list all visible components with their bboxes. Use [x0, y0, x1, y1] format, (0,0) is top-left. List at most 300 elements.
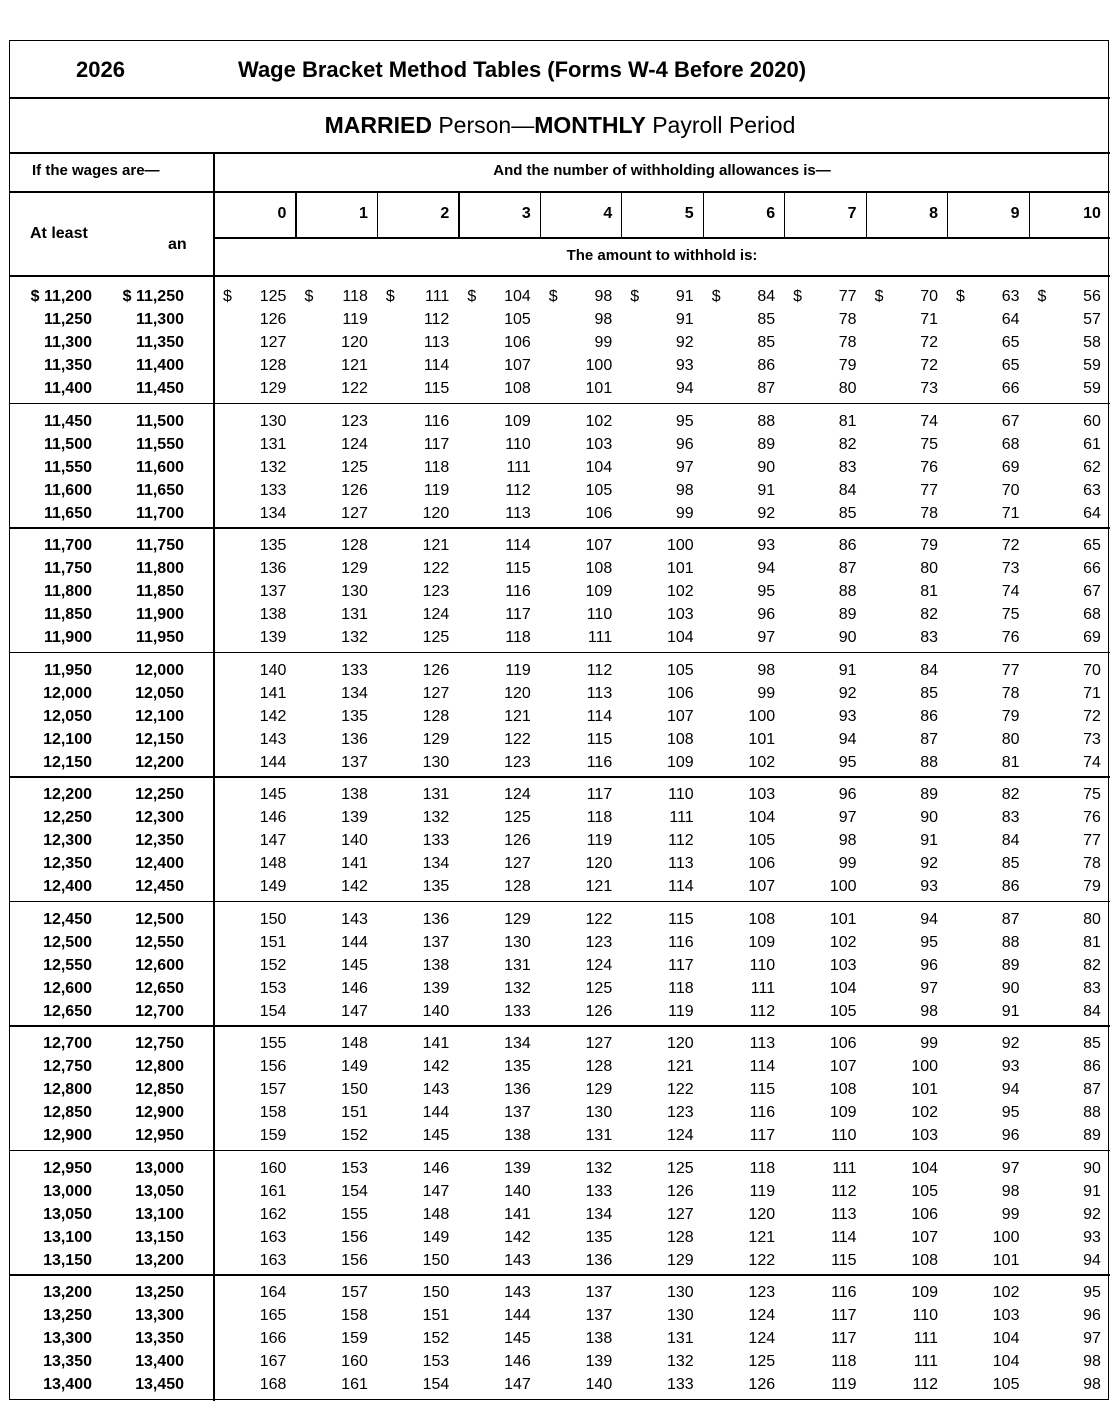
withholding-amount: 160	[341, 1353, 368, 1370]
withholding-amount: 106	[585, 504, 613, 522]
withholding-amount: 106	[911, 1205, 939, 1223]
withholding-amount: 88	[838, 583, 857, 600]
withholding-amount: 92	[1083, 1205, 1101, 1223]
wage-but-less-than: 11,700	[135, 504, 184, 522]
wage-but-less-than: 12,800	[135, 1058, 184, 1075]
withholding-amount: 91	[1001, 1002, 1020, 1020]
withholding-amount: 105	[829, 1002, 857, 1020]
withholding-amount: 122	[666, 1081, 694, 1098]
withholding-amount: 71	[1083, 684, 1101, 702]
wage-at-least: 11,550	[43, 458, 92, 476]
withholding-amount: 104	[504, 288, 531, 305]
group-divider	[10, 901, 1110, 903]
wage-but-less-than: 12,150	[135, 730, 184, 748]
withholding-amount: 145	[259, 786, 287, 803]
withholding-amount: 74	[920, 412, 939, 430]
withholding-amount: 127	[422, 684, 450, 702]
withholding-amount: 127	[585, 1035, 613, 1052]
withholding-amount: 146	[341, 979, 368, 997]
withholding-amount: 103	[911, 1127, 939, 1144]
withholding-amount: 87	[838, 560, 857, 577]
withholding-amount: 113	[423, 334, 450, 351]
withholding-amount: 101	[666, 560, 694, 577]
wage-at-least: 12,700	[43, 1035, 92, 1052]
withholding-amount: 96	[757, 606, 776, 623]
withholding-amount: 101	[992, 1251, 1020, 1269]
withholding-amount: 79	[920, 537, 939, 554]
withholding-amount: 117	[423, 435, 450, 453]
wage-but-less-than: 12,700	[135, 1002, 184, 1020]
wage-but-less-than: $ 11,250	[122, 288, 184, 305]
withholding-amount: 148	[259, 855, 287, 872]
withholding-amount: 148	[422, 1205, 450, 1223]
wage-at-least: 11,250	[43, 311, 92, 328]
withholding-amount: 90	[1001, 979, 1020, 997]
withholding-amount: 111	[913, 1330, 939, 1347]
withholding-amount: 130	[666, 1284, 694, 1301]
withholding-amount: 105	[992, 1376, 1020, 1393]
withholding-amount: 91	[920, 832, 939, 849]
wage-at-least: 13,200	[43, 1284, 92, 1301]
withholding-amount: 92	[1001, 1035, 1020, 1052]
wage-but-less-than: 11,350	[135, 334, 184, 351]
wage-but-less-than: 12,600	[135, 956, 184, 974]
withholding-amount: 129	[422, 730, 450, 748]
withholding-amount: 150	[259, 910, 287, 928]
withholding-amount: 111	[832, 1159, 857, 1177]
withholding-amount: 72	[920, 357, 939, 374]
withholding-amount: 117	[831, 1307, 857, 1324]
withholding-amount: 120	[504, 684, 531, 702]
withholding-amount: 66	[1083, 560, 1101, 577]
withholding-amount: 113	[586, 684, 613, 702]
withholding-amount: 130	[422, 753, 450, 771]
withholding-amount: 73	[1083, 730, 1101, 748]
withholding-amount: 109	[585, 583, 613, 600]
withholding-amount: 70	[1083, 661, 1101, 679]
withholding-amount: 130	[341, 583, 368, 600]
withholding-amount: 93	[838, 707, 857, 725]
wage-at-least: 12,500	[43, 933, 92, 951]
withholding-amount: 95	[675, 412, 694, 430]
withholding-amount: 78	[920, 504, 939, 522]
column-divider	[621, 191, 622, 238]
at-least-label: At least	[30, 225, 88, 242]
withholding-amount: 76	[1083, 809, 1101, 826]
withholding-amount: 116	[423, 412, 450, 430]
withholding-amount: 138	[585, 1330, 613, 1347]
withholding-amount: 85	[757, 334, 776, 351]
withholding-amount: 130	[259, 412, 287, 430]
withholding-amount: 68	[1083, 606, 1101, 623]
subtitle-part: MARRIED	[324, 112, 432, 138]
withholding-amount: 80	[920, 560, 939, 577]
withholding-amount: 124	[504, 786, 531, 803]
withholding-amount: 85	[920, 684, 939, 702]
withholding-amount: 86	[1001, 878, 1020, 895]
withholding-amount: 91	[1083, 1182, 1101, 1200]
wage-at-least: 11,300	[43, 334, 92, 351]
withholding-amount: 120	[422, 504, 450, 522]
wage-but-less-than: 12,750	[135, 1035, 184, 1052]
withholding-amount: 76	[1001, 629, 1020, 646]
wage-but-less-than: 13,250	[135, 1284, 184, 1301]
withholding-amount: 107	[748, 878, 776, 895]
withholding-amount: 102	[748, 753, 776, 771]
wage-at-least: 12,400	[43, 878, 92, 895]
withholding-amount: 110	[831, 1127, 857, 1144]
wage-but-less-than: 13,300	[135, 1307, 184, 1324]
withholding-amount: 106	[666, 684, 694, 702]
withholding-amount: 67	[1001, 412, 1020, 430]
withholding-amount: 109	[829, 1104, 857, 1121]
wage-at-least: $ 11,200	[30, 288, 92, 305]
withholding-amount: 146	[259, 809, 287, 826]
wage-at-least: 11,900	[43, 629, 92, 646]
withholding-amount: 108	[585, 560, 613, 577]
wage-but-less-than: 11,300	[135, 311, 184, 328]
withholding-amount: 63	[1001, 288, 1020, 305]
withholding-amount: 119	[749, 1182, 776, 1200]
wage-at-least: 11,850	[43, 606, 92, 623]
withholding-amount: 101	[911, 1081, 939, 1098]
withholding-amount: 158	[259, 1104, 287, 1121]
divider	[10, 275, 1110, 277]
wage-at-least: 11,750	[43, 560, 92, 577]
withholding-amount: 125	[585, 979, 613, 997]
withholding-amount: 132	[422, 809, 450, 826]
wage-but-less-than: 13,200	[135, 1251, 184, 1269]
withholding-amount: 95	[838, 753, 857, 771]
subtitle-part: Person—	[431, 112, 535, 138]
withholding-amount: 114	[423, 357, 450, 374]
withholding-amount: 127	[666, 1205, 694, 1223]
group-divider	[10, 776, 1110, 778]
withholding-amount: 78	[838, 334, 857, 351]
withholding-amount: 139	[585, 1353, 613, 1370]
wage-but-less-than: 12,550	[135, 933, 184, 951]
withholding-amount: 133	[585, 1182, 613, 1200]
wage-but-less-than: 11,750	[135, 537, 184, 554]
withholding-amount: 102	[829, 933, 857, 951]
withholding-amount: 118	[831, 1353, 857, 1370]
withholding-amount: 131	[666, 1330, 694, 1347]
divider	[10, 97, 1110, 99]
withholding-amount: 138	[259, 606, 287, 623]
wage-but-less-than: 12,950	[135, 1127, 184, 1144]
withholding-amount: 89	[1001, 956, 1020, 974]
withholding-amount: 96	[1001, 1127, 1020, 1144]
wage-at-least: 12,200	[43, 786, 92, 803]
wage-at-least: 12,300	[43, 832, 92, 849]
wage-at-least: 11,450	[43, 412, 92, 430]
withholding-amount: 116	[668, 933, 694, 951]
withholding-amount: 119	[831, 1376, 857, 1393]
withholding-amount: 98	[594, 288, 613, 305]
withholding-amount: 84	[838, 481, 857, 499]
withholding-amount: 85	[757, 311, 776, 328]
wage-at-least: 12,600	[43, 979, 92, 997]
withholding-amount: 139	[504, 1159, 531, 1177]
withholding-amount: 83	[1001, 809, 1020, 826]
withholding-amount: 139	[341, 809, 368, 826]
withholding-amount: 111	[506, 458, 531, 476]
column-divider	[295, 191, 296, 238]
withholding-amount: 72	[1083, 707, 1101, 725]
withholding-amount: 96	[675, 435, 694, 453]
wage-at-least: 13,100	[43, 1228, 92, 1246]
withholding-amount: 90	[1083, 1159, 1101, 1177]
withholding-amount: 134	[259, 504, 287, 522]
withholding-amount: 157	[259, 1081, 287, 1098]
wage-but-less-than: 12,050	[135, 684, 184, 702]
withholding-amount: 125	[422, 629, 450, 646]
withholding-amount: 116	[749, 1104, 776, 1121]
withholding-amount: 118	[586, 809, 613, 826]
withholding-amount: 112	[505, 481, 531, 499]
withholding-amount: 110	[668, 786, 694, 803]
withholding-amount: 129	[259, 380, 287, 397]
withholding-amount: 145	[422, 1127, 450, 1144]
withholding-amount: 110	[586, 606, 613, 623]
wage-at-least: 12,050	[43, 707, 92, 725]
withholding-amount: 64	[1083, 504, 1101, 522]
withholding-amount: 94	[1083, 1251, 1101, 1269]
wage-but-less-than: 13,450	[135, 1376, 184, 1393]
withholding-amount: 124	[585, 956, 613, 974]
wage-at-least: 12,350	[43, 855, 92, 872]
withholding-amount: 78	[1083, 855, 1101, 872]
wage-at-least: 12,150	[43, 753, 92, 771]
withholding-amount: 99	[594, 334, 613, 351]
withholding-amount: 87	[1083, 1081, 1101, 1098]
withholding-amount: 124	[666, 1127, 694, 1144]
withholding-amount: 118	[749, 1159, 776, 1177]
wage-but-less-than: 12,850	[135, 1081, 184, 1098]
wage-but-less-than: 11,850	[135, 583, 184, 600]
wage-at-least: 12,550	[43, 956, 92, 974]
withholding-amount: 123	[504, 753, 531, 771]
withholding-amount: 95	[757, 583, 776, 600]
wage-but-less-than: 12,450	[135, 878, 184, 895]
withholding-amount: 141	[504, 1205, 531, 1223]
withholding-amount: 125	[748, 1353, 776, 1370]
withholding-amount: 115	[749, 1081, 776, 1098]
withholding-amount: 149	[422, 1228, 450, 1246]
wage-at-least: 13,350	[43, 1353, 92, 1370]
withholding-amount: 156	[341, 1251, 368, 1269]
withholding-amount: 133	[666, 1376, 694, 1393]
withholding-amount: 56	[1083, 288, 1101, 305]
withholding-amount: 121	[422, 537, 450, 554]
withholding-amount: 142	[504, 1228, 531, 1246]
withholding-amount: 107	[666, 707, 694, 725]
group-divider	[10, 1150, 1110, 1152]
column-divider	[377, 191, 378, 238]
withholding-amount: 112	[831, 1182, 857, 1200]
withholding-amount: 134	[585, 1205, 613, 1223]
withholding-amount: 79	[838, 357, 857, 374]
wage-but-less-than: 12,300	[135, 809, 184, 826]
withholding-amount: 138	[422, 956, 450, 974]
withholding-amount: 108	[666, 730, 694, 748]
withholding-amount: 105	[585, 481, 613, 499]
withholding-amount: 137	[259, 583, 287, 600]
wage-but-less-than: 11,500	[135, 412, 184, 430]
withholding-amount: 128	[666, 1228, 694, 1246]
wage-but-less-than: 12,500	[135, 910, 184, 928]
withholding-amount: 135	[259, 537, 287, 554]
withholding-amount: 117	[668, 956, 694, 974]
withholding-amount: 115	[423, 380, 450, 397]
withholding-amount: 103	[666, 606, 694, 623]
withholding-amount: 140	[259, 661, 287, 679]
withholding-amount: 124	[748, 1307, 776, 1324]
withholding-amount: 101	[585, 380, 613, 397]
withholding-amount: 94	[838, 730, 857, 748]
dollar-sign: $	[874, 288, 884, 305]
withholding-amount: 84	[1083, 1002, 1101, 1020]
withholding-amount: 125	[666, 1159, 694, 1177]
withholding-amount: 133	[259, 481, 287, 499]
withholding-amount: 111	[750, 979, 776, 997]
withholding-amount: 90	[838, 629, 857, 646]
withholding-amount: 78	[838, 311, 857, 328]
withholding-amount: 99	[675, 504, 694, 522]
wage-but-less-than: 13,050	[135, 1182, 184, 1200]
withholding-amount: 147	[422, 1182, 450, 1200]
withholding-amount: 153	[422, 1353, 450, 1370]
wage-at-least: 11,500	[43, 435, 92, 453]
dollar-sign: $	[467, 288, 477, 305]
withholding-amount: 137	[504, 1104, 531, 1121]
withholding-amount: 97	[1083, 1330, 1101, 1347]
withholding-amount: 96	[1083, 1307, 1101, 1324]
withholding-amount: 151	[422, 1307, 450, 1324]
withholding-amount: 82	[920, 606, 939, 623]
group-divider	[10, 403, 1110, 405]
withholding-amount: 80	[1001, 730, 1020, 748]
withholding-amount: 110	[505, 435, 531, 453]
withholding-amount: 72	[920, 334, 939, 351]
withholding-amount: 126	[259, 311, 287, 328]
withholding-amount: 96	[838, 786, 857, 803]
withholding-amount: 144	[259, 753, 287, 771]
wage-at-least: 11,400	[43, 380, 92, 397]
dollar-sign: $	[793, 288, 803, 305]
withholding-amount: 98	[838, 832, 857, 849]
withholding-amount: 103	[748, 786, 776, 803]
withholding-amount: 89	[920, 786, 939, 803]
withholding-amount: 59	[1083, 380, 1101, 397]
wage-but-less-than: 12,100	[135, 707, 184, 725]
wage-at-least: 12,850	[43, 1104, 92, 1121]
withholding-amount: 123	[666, 1104, 694, 1121]
withholding-amount: 74	[1083, 753, 1101, 771]
withholding-amount: 75	[1001, 606, 1020, 623]
withholding-amount: 162	[259, 1205, 287, 1223]
withholding-amount: 135	[422, 878, 450, 895]
withholding-amount: 77	[1001, 661, 1020, 679]
withholding-amount: 113	[831, 1205, 857, 1223]
withholding-amount: 125	[341, 458, 368, 476]
withholding-amount: 101	[829, 910, 857, 928]
withholding-amount: 160	[259, 1159, 287, 1177]
withholding-amount: 136	[341, 730, 368, 748]
withholding-amount: 142	[341, 878, 368, 895]
withholding-amount: 118	[423, 458, 450, 476]
withholding-amount: 111	[425, 288, 450, 305]
withholding-amount: 101	[748, 730, 776, 748]
column-divider	[784, 191, 785, 238]
withholding-amount: 109	[666, 753, 694, 771]
withholding-amount: 104	[748, 809, 776, 826]
wage-at-least: 13,150	[43, 1251, 92, 1269]
withholding-amount: 135	[585, 1228, 613, 1246]
withholding-amount: 100	[748, 707, 776, 725]
table-title: Wage Bracket Method Tables (Forms W-4 Before 2020)	[238, 57, 807, 82]
withholding-amount: 107	[504, 357, 531, 374]
withholding-amount: 97	[1001, 1159, 1020, 1177]
withholding-amount: 125	[504, 809, 531, 826]
wage-at-least: 12,900	[43, 1127, 92, 1144]
withholding-amount: 108	[504, 380, 531, 397]
withholding-amount: 133	[341, 661, 368, 679]
withholding-amount: 100	[829, 878, 857, 895]
withholding-amount: 168	[259, 1376, 287, 1393]
withholding-amount: 112	[423, 311, 450, 328]
withholding-amount: 71	[1001, 504, 1020, 522]
wage-at-least: 11,650	[43, 504, 92, 522]
wage-but-less-than: 13,000	[135, 1159, 184, 1177]
withholding-amount: 65	[1001, 357, 1020, 374]
allowance-column-header: 8	[929, 205, 939, 222]
withholding-amount: 131	[341, 606, 368, 623]
withholding-amount: 93	[920, 878, 939, 895]
withholding-amount: 154	[259, 1002, 287, 1020]
allowance-column-header: 5	[684, 205, 694, 222]
withholding-amount: 147	[504, 1376, 531, 1393]
withholding-amount: 105	[911, 1182, 939, 1200]
wage-but-less-than: 12,400	[135, 855, 184, 872]
wage-at-least: 12,800	[43, 1081, 92, 1098]
wage-but-less-than: 13,150	[135, 1228, 184, 1246]
divider	[10, 191, 1110, 193]
dollar-sign: $	[223, 288, 232, 305]
wage-at-least: 12,750	[43, 1058, 92, 1075]
withholding-amount: 108	[829, 1081, 857, 1098]
withholding-amount: 57	[1083, 311, 1101, 328]
wage-at-least: 13,300	[43, 1330, 92, 1347]
withholding-amount: 143	[259, 730, 287, 748]
withholding-amount: 107	[585, 537, 613, 554]
withholding-amount: 119	[668, 1002, 694, 1020]
withholding-amount: 68	[1001, 435, 1020, 453]
withholding-amount: 133	[504, 1002, 531, 1020]
withholding-amount: 83	[1083, 979, 1101, 997]
withholding-amount: 58	[1083, 334, 1101, 351]
withholding-amount: 91	[757, 481, 776, 499]
withholding-amount: 125	[259, 288, 287, 305]
withholding-amount: 152	[422, 1330, 450, 1347]
withholding-amount: 59	[1083, 357, 1101, 374]
withholding-amount: 145	[341, 956, 368, 974]
withholding-amount: 110	[912, 1307, 939, 1324]
withholding-amount: 66	[1001, 380, 1020, 397]
withholding-amount: 121	[585, 878, 613, 895]
dollar-sign: $	[956, 288, 965, 305]
withholding-amount: 80	[1083, 910, 1101, 928]
